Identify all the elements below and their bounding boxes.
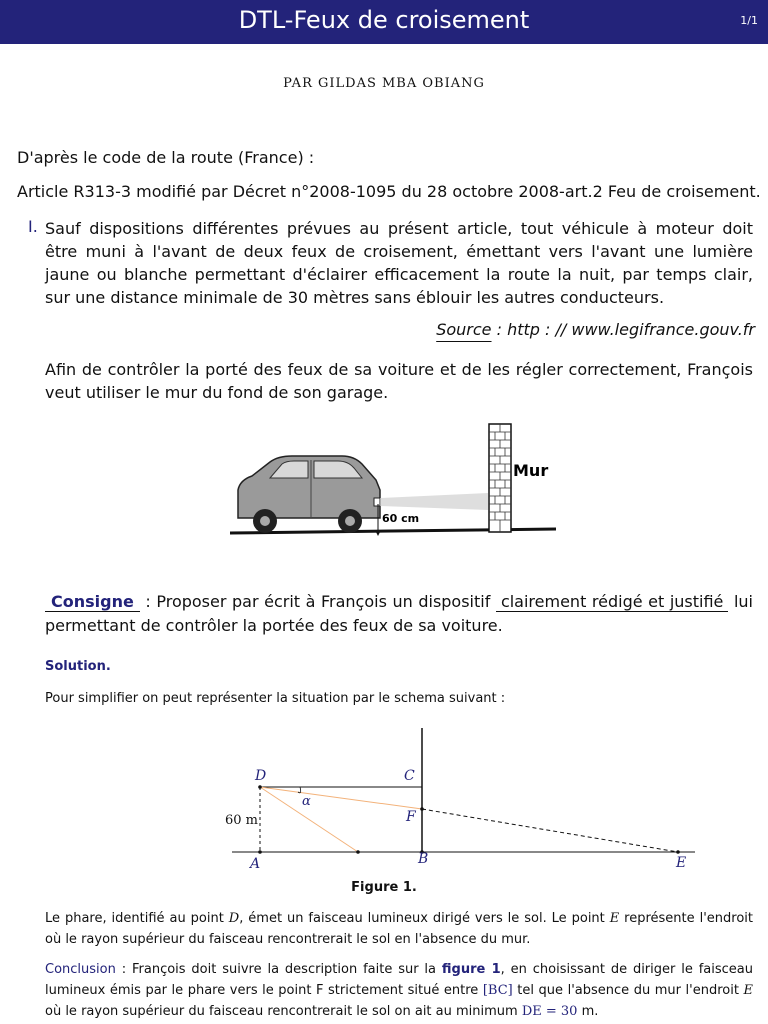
explanation bbox=[45, 908, 753, 950]
intro-line-1: D'après le code de la route (France) : bbox=[17, 148, 315, 167]
figure-reference-link[interactable]: figure 1 bbox=[441, 962, 501, 977]
height-label: 60 cm bbox=[382, 512, 420, 525]
car-wall-illustration bbox=[230, 418, 560, 543]
conclusion bbox=[45, 959, 753, 1022]
conclusion-point-E: E bbox=[743, 983, 753, 998]
consigne-underlined: clairement rédigé et justifié bbox=[496, 592, 728, 612]
document-title: DTL-Feux de croisement bbox=[238, 6, 530, 34]
wall-label: Mur bbox=[513, 461, 549, 480]
page-number: 1/1 bbox=[740, 14, 758, 27]
label-E: E bbox=[676, 855, 687, 871]
conclusion-label: Conclusion bbox=[45, 962, 116, 977]
consigne-before: : Proposer par écrit à François un dispositif bbox=[139, 592, 496, 611]
intro-line-2: Article R313-3 modifié par Décret n°2008-1095 du 28 octobre 2008-art.2 Feu de croisement. bbox=[17, 182, 761, 201]
header-bar bbox=[0, 0, 768, 44]
label-A: A bbox=[250, 856, 261, 872]
explanation-text-1: Le phare, identifié au point bbox=[45, 911, 229, 926]
conclusion-segment-BC: [BC] bbox=[482, 983, 513, 998]
conclusion-text-2: , en choisissant de diriger le faisceau lumineux émis par le phare vers le point F strictement situé entre bbox=[45, 962, 753, 998]
source-label: Source bbox=[436, 320, 492, 339]
explanation-text-2: , émet un faisceau lumineux dirigé vers le sol. Le point bbox=[239, 911, 610, 926]
car-icon bbox=[238, 456, 380, 533]
consigne bbox=[45, 590, 753, 638]
conclusion-equation: DE = 30 bbox=[521, 1004, 578, 1019]
figure-caption: Figure 1. bbox=[351, 880, 417, 895]
label-F: F bbox=[406, 809, 416, 825]
article-number: I. bbox=[28, 217, 38, 236]
explanation-text-3: représente l'endroit où le rayon supérieur du faisceau rencontrerait le sol en l'absence du mur. bbox=[45, 911, 753, 947]
label-D: D bbox=[255, 768, 267, 784]
wall-icon bbox=[489, 424, 511, 532]
conclusion-text-4: où le rayon supérieur du faisceau rencontrerait le sol on ait au minimum bbox=[45, 1004, 522, 1019]
author: PAR GILDAS MBA OBIANG bbox=[283, 76, 485, 91]
conclusion-text-3: tel que l'absence du mur l'endroit bbox=[512, 983, 744, 998]
solution-intro: Pour simplifier on peut représenter la situation par le schema suivant : bbox=[45, 691, 506, 706]
label-height: 60 m bbox=[225, 813, 259, 828]
source-line bbox=[0, 320, 755, 339]
consigne-after: lui permettant de contrôler la portée des feux de sa voiture. bbox=[45, 592, 754, 635]
explanation-point-E: E bbox=[609, 911, 620, 926]
problem-statement: Afin de contrôler la porté des feux de sa voiture et de les régler correctement, François veut utiliser le mur du fond de son garage. bbox=[45, 360, 753, 402]
label-C: C bbox=[404, 768, 415, 784]
conclusion-text-5: m. bbox=[577, 1004, 599, 1019]
geometry-diagram bbox=[220, 725, 700, 875]
explanation-point-D: D bbox=[228, 911, 240, 926]
solution-title: Solution. bbox=[45, 659, 111, 674]
label-B: B bbox=[418, 851, 429, 867]
source-url: : http : // www.legifrance.gouv.fr bbox=[491, 320, 755, 339]
article-text: Sauf dispositions différentes prévues au présent article, tout véhicule à moteur doit être muni à l'avant de deux feux de croisement, émettant vers l'avant une lumière jaune ou blanche permettant d'éclairer efficacement la route la nuit, par temps clair, sur une distance minimale de 30 mètres sans éblouir les autres conducteurs. bbox=[45, 219, 753, 307]
label-alpha: α bbox=[302, 794, 311, 809]
conclusion-text-1: : François doit suivre la description faite sur la bbox=[115, 962, 442, 977]
consigne-keyword: Consigne bbox=[45, 592, 140, 612]
